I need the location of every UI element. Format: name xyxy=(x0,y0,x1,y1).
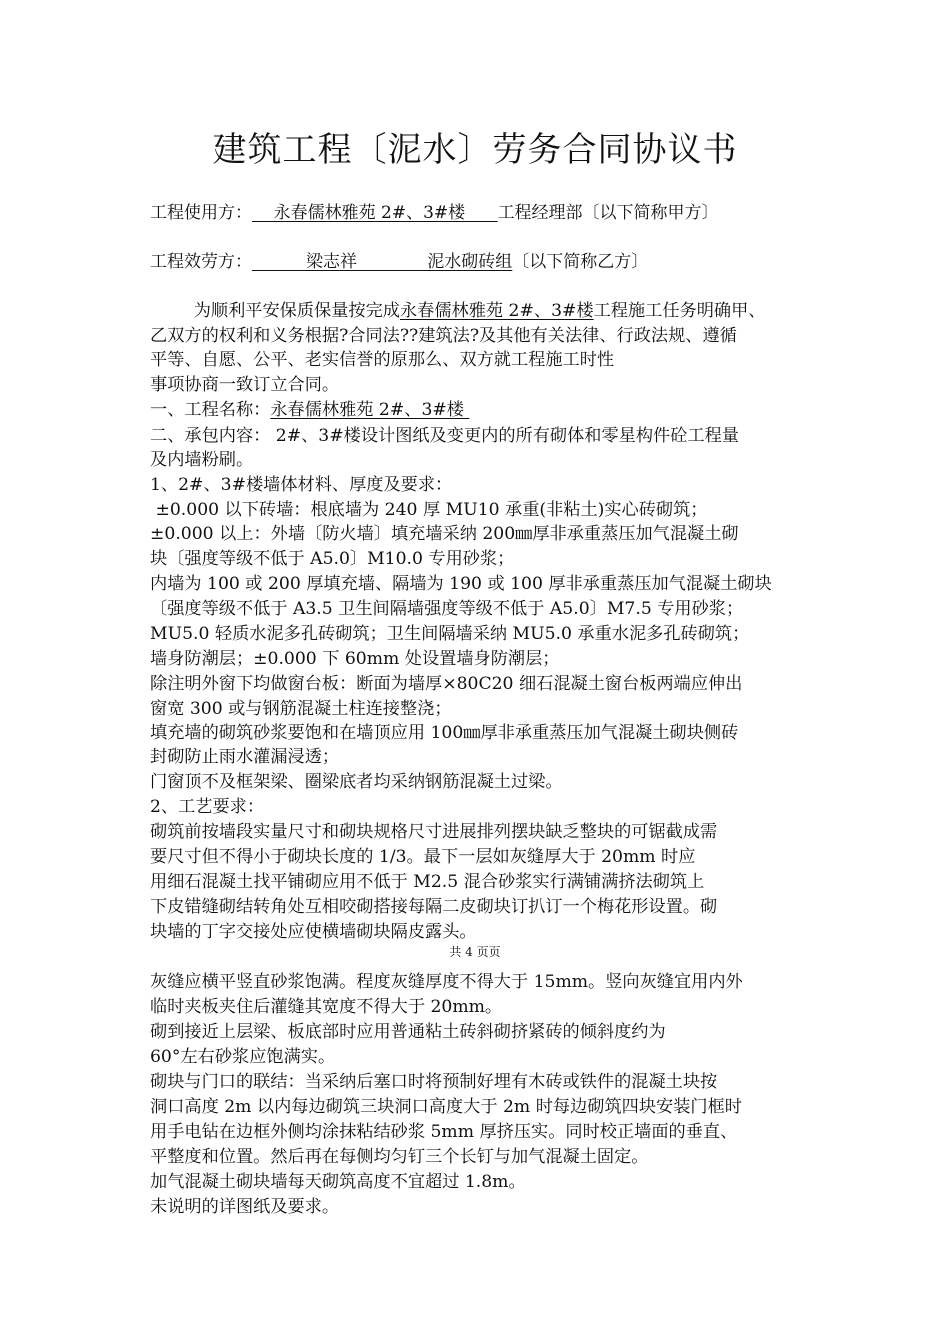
body-line: 灰缝应横平竖直砂浆饱满。程度灰缝厚度不得大于 15mm。竖向灰缝宜用内外 xyxy=(150,972,743,992)
section-1-label: 一、工程名称： xyxy=(150,400,271,420)
body-line: 2、工艺要求： xyxy=(150,797,265,817)
body-line: 二、承包内容： 2#、3#楼设计图纸及变更内的所有砌体和零星构件砼工程量 xyxy=(150,426,739,446)
party-a-line xyxy=(150,201,719,225)
intro-line-4: 事项协商一致订立合同。 xyxy=(150,375,340,395)
body-line: 要尺寸但不得小于砌块长度的 1/3。最下一层如灰缝厚大于 20mm 时应 xyxy=(150,847,696,867)
body-line: 平整度和位置。然后再在每侧均匀钉三个长钉与加气混凝土固定。 xyxy=(150,1147,649,1167)
body-line: MU5.0 轻质水泥多孔砖砌筑；卫生间隔墙采纳 MU5.0 承重水泥多孔砖砌筑； xyxy=(150,624,750,644)
body-line: 块墙的丁字交接处应使横墙砌块隔皮露头。 xyxy=(150,922,477,942)
body-line: 未说明的详图纸及要求。 xyxy=(150,1197,340,1217)
intro-line-1-pre: 为顺利平安保质保量按完成 xyxy=(150,301,400,321)
body-line: 封砌防止雨水灌漏浸透； xyxy=(150,747,340,767)
section-1-value: 永春儒林雅苑 2#、3#楼 xyxy=(270,400,470,420)
body-line: 块〔强度等级不低于 A5.0〕M10.0 专用砂浆； xyxy=(150,549,515,569)
intro-line-2: 乙双方的权利和义务根据?合同法??建筑法?及其他有关法律、行政法规、遵循 xyxy=(150,326,737,346)
party-b-value: 梁志祥 泥水砌砖组 xyxy=(252,252,513,272)
page-footer: 共 4 页页 xyxy=(449,945,501,959)
intro-line-3: 平等、自愿、公平、老实信誉的原那么、双方就工程施工时性 xyxy=(150,350,615,370)
party-b-label: 工程效劳方： xyxy=(150,252,252,272)
body-line: 用手电钻在边框外侧均涂抹粘结砂浆 5mm 厚挤压实。同时校正墙面的垂直、 xyxy=(150,1122,738,1142)
document-title: 建筑工程〔泥水〕劳务合同协议书 xyxy=(212,130,738,170)
party-b-line xyxy=(150,250,648,274)
body-line: 窗宽 300 或与钢筋混凝土柱连接整浇； xyxy=(150,699,452,719)
intro-line-1 xyxy=(150,299,766,323)
body-line: 墙身防潮层；±0.000 下 60mm 处设置墙身防潮层； xyxy=(150,649,560,669)
intro-project-name: 永春儒林雅苑 2#、3#楼 xyxy=(399,301,594,321)
body-line: 砌到接近上层梁、板底部时应用普通粘土砖斜砌挤紧砖的倾斜度约为 xyxy=(150,1022,666,1042)
body-line: 洞口高度 2m 以内每边砌筑三块洞口高度大于 2m 时每边砌筑四块安装门框时 xyxy=(150,1097,742,1117)
body-line: 1、2#、3#楼墙体材料、厚度及要求： xyxy=(150,475,453,495)
body-line: 加气混凝土砌块墙每天砌筑高度不宜超过 1.8m。 xyxy=(150,1172,526,1192)
party-a-suffix: 工程经理部〔以下简称甲方〕 xyxy=(497,203,719,223)
body-line: 用细石混凝土找平铺砌应用不低于 M2.5 混合砂浆实行满铺满挤法砌筑上 xyxy=(150,872,705,892)
body-line: 门窗顶不及框架梁、圈梁底者均采纳钢筋混凝土过梁。 xyxy=(150,772,563,792)
body-line: 临时夹板夹住后灌缝其宽度不得大于 20mm。 xyxy=(150,997,503,1017)
intro-line-1-post: 工程施工任务明确甲、 xyxy=(593,301,766,321)
party-b-suffix: 〔以下简称乙方〕 xyxy=(512,252,649,272)
body-line: 除注明外窗下均做窗台板：断面为墙厚×80C20 细石混凝土窗台板两端应伸出 xyxy=(150,674,743,694)
body-line: ±0.000 以上：外墙〔防火墙〕填充墙采纳 200㎜厚非承重蒸压加气混凝土砌 xyxy=(150,524,739,544)
body-line: 60°左右砂浆应饱满实。 xyxy=(150,1047,336,1067)
body-line: 填充墙的砌筑砂浆要饱和在墙顶应用 100㎜厚非承重蒸压加气混凝土砌块侧砖 xyxy=(150,723,739,743)
party-a-label: 工程使用方： xyxy=(150,203,252,223)
body-line: 下皮错缝砌结转角处互相咬砌搭接每隔二皮砌块订扒订一个梅花形设置。砌 xyxy=(150,897,718,917)
body-line: 内墙为 100 或 200 厚填充墙、隔墙为 190 或 100 厚非承重蒸压加气混凝土砌块 xyxy=(150,574,772,594)
body-line: 〔强度等级不低于 A3.5 卫生间隔墙强度等级不低于 A5.0〕M7.5 专用砂浆； xyxy=(150,599,744,619)
section-1-project-name xyxy=(150,398,469,422)
body-line: 砌块与门口的联结：当采纳后塞口时将预制好埋有木砖或铁件的混凝土块按 xyxy=(150,1072,718,1092)
body-line: 及内墙粉刷。 xyxy=(150,450,254,470)
party-a-value: 永春儒林雅苑 2#、3#楼 xyxy=(252,203,498,223)
body-line: ±0.000 以下砖墙：根底墙为 240 厚 MU10 承重(非粘土)实心砖砌筑； xyxy=(150,500,708,520)
body-line: 砌筑前按墙段实量尺寸和砌块规格尺寸进展排列摆块缺乏整块的可锯截成需 xyxy=(150,822,718,842)
